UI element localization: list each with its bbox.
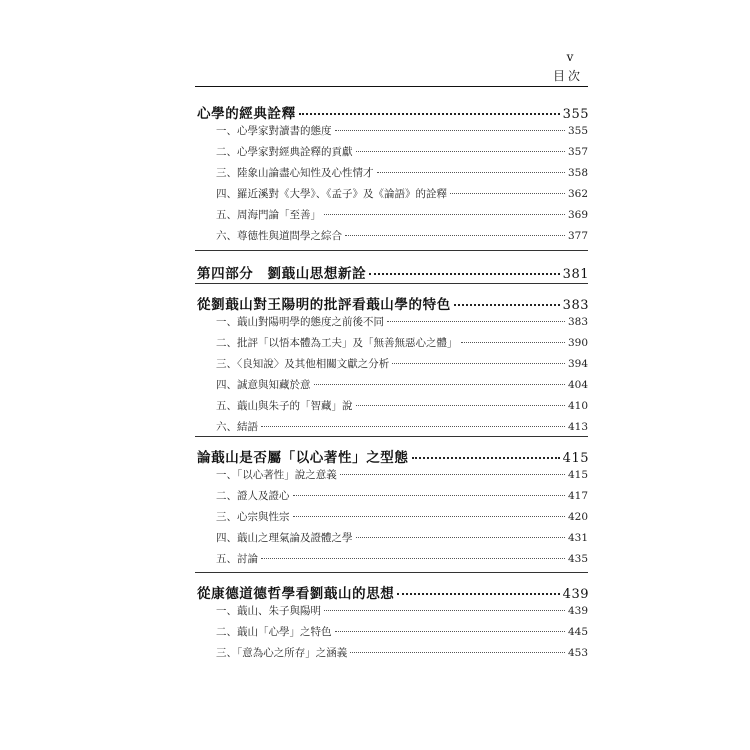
toc-item-page: 413 (567, 421, 588, 433)
toc-item[interactable] (216, 624, 588, 639)
toc-item[interactable] (216, 335, 588, 350)
toc-item[interactable] (216, 467, 588, 482)
toc-section-page: 439 (562, 587, 589, 602)
dot-leader (293, 515, 565, 517)
toc-item-page: 357 (567, 146, 588, 158)
dot-leader (412, 456, 560, 459)
top-rule (195, 86, 588, 87)
dot-leader (450, 192, 565, 194)
section-divider (195, 283, 588, 284)
section-divider (195, 572, 588, 573)
dot-leader (299, 112, 560, 115)
dot-leader (293, 494, 565, 496)
toc-item-title: 六、尊德性與道問學之綜合 (216, 230, 342, 242)
toc-item-page: 410 (567, 400, 588, 412)
toc-section-title: 從劉蕺山對王陽明的批評看蕺山學的特色 (197, 297, 451, 313)
toc-item[interactable] (216, 314, 588, 329)
dot-leader (340, 473, 565, 475)
toc-item-page: 362 (567, 188, 588, 200)
toc-item[interactable] (216, 228, 588, 243)
dot-leader (261, 557, 565, 559)
toc-item-title: 二、蕺山「心學」之特色 (216, 626, 332, 638)
toc-item-title: 三、心宗與性宗 (216, 511, 290, 523)
section-divider (195, 250, 588, 251)
running-head: 目次 (552, 69, 583, 83)
toc-section-page: 383 (562, 298, 589, 313)
toc-section[interactable] (197, 582, 589, 602)
toc-item[interactable] (216, 530, 588, 545)
toc-item-page: 394 (567, 358, 588, 370)
toc-item[interactable] (216, 207, 588, 222)
dot-leader (335, 129, 565, 131)
toc-section-page: 415 (562, 451, 589, 466)
toc-item[interactable] (216, 165, 588, 180)
toc-item-title: 三、陸象山論盡心知性及心性情才 (216, 167, 374, 179)
toc-item-page: 383 (567, 316, 588, 328)
dot-leader (397, 592, 559, 595)
toc-item-page: 377 (567, 230, 588, 242)
toc-item-page: 431 (567, 532, 588, 544)
dot-leader (387, 320, 565, 322)
dot-leader (369, 272, 559, 275)
toc-item-title: 五、討論 (216, 553, 258, 565)
toc-item-page: 417 (567, 490, 588, 502)
dot-leader (324, 609, 565, 611)
toc-section[interactable] (197, 293, 589, 313)
toc-item-title: 四、誠意與知藏於意 (216, 379, 311, 391)
toc-section-title: 心學的經典詮釋 (197, 106, 296, 122)
toc-item[interactable] (216, 551, 588, 566)
toc-section[interactable] (197, 102, 589, 122)
toc-item-title: 四、羅近溪對《大學》、《孟子》及《論語》的詮釋 (216, 188, 447, 200)
dot-leader (350, 651, 565, 653)
toc-item[interactable] (216, 377, 588, 392)
toc-item[interactable] (216, 398, 588, 413)
toc-item-title: 三、「意為心之所存」之涵義 (216, 647, 348, 659)
dot-leader (454, 303, 560, 306)
toc-item-title: 四、蕺山之理氣論及證體之學 (216, 532, 353, 544)
toc-item-page: 453 (567, 647, 588, 659)
dot-leader (461, 341, 565, 343)
toc-item-page: 439 (567, 605, 588, 617)
toc-section-title: 從康德道德哲學看劉蕺山的思想 (197, 586, 395, 602)
toc-item-page: 404 (567, 379, 588, 391)
toc-item-page: 415 (567, 469, 588, 481)
toc-item-title: 三、〈良知說〉及其他相關文獻之分析 (216, 358, 390, 370)
toc-item-title: 一、蕺山對陽明學的態度之前後不同 (216, 316, 384, 328)
toc-item-title: 一、心學家對讀書的態度 (216, 125, 332, 137)
dot-leader (324, 213, 565, 215)
toc-item-page: 445 (567, 626, 588, 638)
toc-item-title: 二、批評「以悟本體為工夫」及「無善無惡心之體」 (216, 337, 458, 349)
toc-item-page: 358 (567, 167, 588, 179)
toc-item-title: 六、結語 (216, 421, 258, 433)
toc-item-title: 一、蕺山、朱子與陽明 (216, 605, 321, 617)
section-divider (195, 436, 588, 437)
toc-item-page: 435 (567, 553, 588, 565)
toc-item-title: 一、「以心著性」說之意義 (216, 469, 337, 481)
dot-leader (261, 425, 565, 427)
toc-section-page: 381 (562, 267, 589, 282)
dot-leader (356, 536, 565, 538)
toc-item[interactable] (216, 356, 588, 371)
dot-leader (356, 150, 565, 152)
toc-item-title: 五、蕺山與朱子的「智藏」說 (216, 400, 353, 412)
dot-leader (356, 404, 565, 406)
toc-item[interactable] (216, 419, 588, 434)
dot-leader (314, 383, 565, 385)
dot-leader (377, 171, 565, 173)
toc-item[interactable] (216, 144, 588, 159)
toc-item-title: 二、心學家對經典詮釋的貢獻 (216, 146, 353, 158)
toc-section-page: 355 (562, 107, 589, 122)
toc-item-page: 369 (567, 209, 588, 221)
toc-item-page: 420 (567, 511, 588, 523)
toc-item[interactable] (216, 186, 588, 201)
dot-leader (392, 362, 565, 364)
toc-item-page: 390 (567, 337, 588, 349)
toc-item[interactable] (216, 488, 588, 503)
page-number: v (566, 50, 574, 64)
toc-section-title: 論蕺山是否屬「以心著性」之型態 (197, 450, 409, 466)
toc-section-title: 第四部分 劉蕺山思想新詮 (197, 266, 367, 282)
toc-item-page: 355 (567, 125, 588, 137)
toc-item[interactable] (216, 509, 588, 524)
dot-leader (345, 234, 565, 236)
toc-item[interactable] (216, 123, 588, 138)
dot-leader (335, 630, 565, 632)
toc-item[interactable] (216, 645, 588, 660)
toc-item[interactable] (216, 603, 588, 618)
toc-item-title: 二、證人及證心 (216, 490, 290, 502)
toc-section[interactable] (197, 262, 589, 282)
toc-section[interactable] (197, 446, 589, 466)
toc-item-title: 五、周海門論「至善」 (216, 209, 321, 221)
